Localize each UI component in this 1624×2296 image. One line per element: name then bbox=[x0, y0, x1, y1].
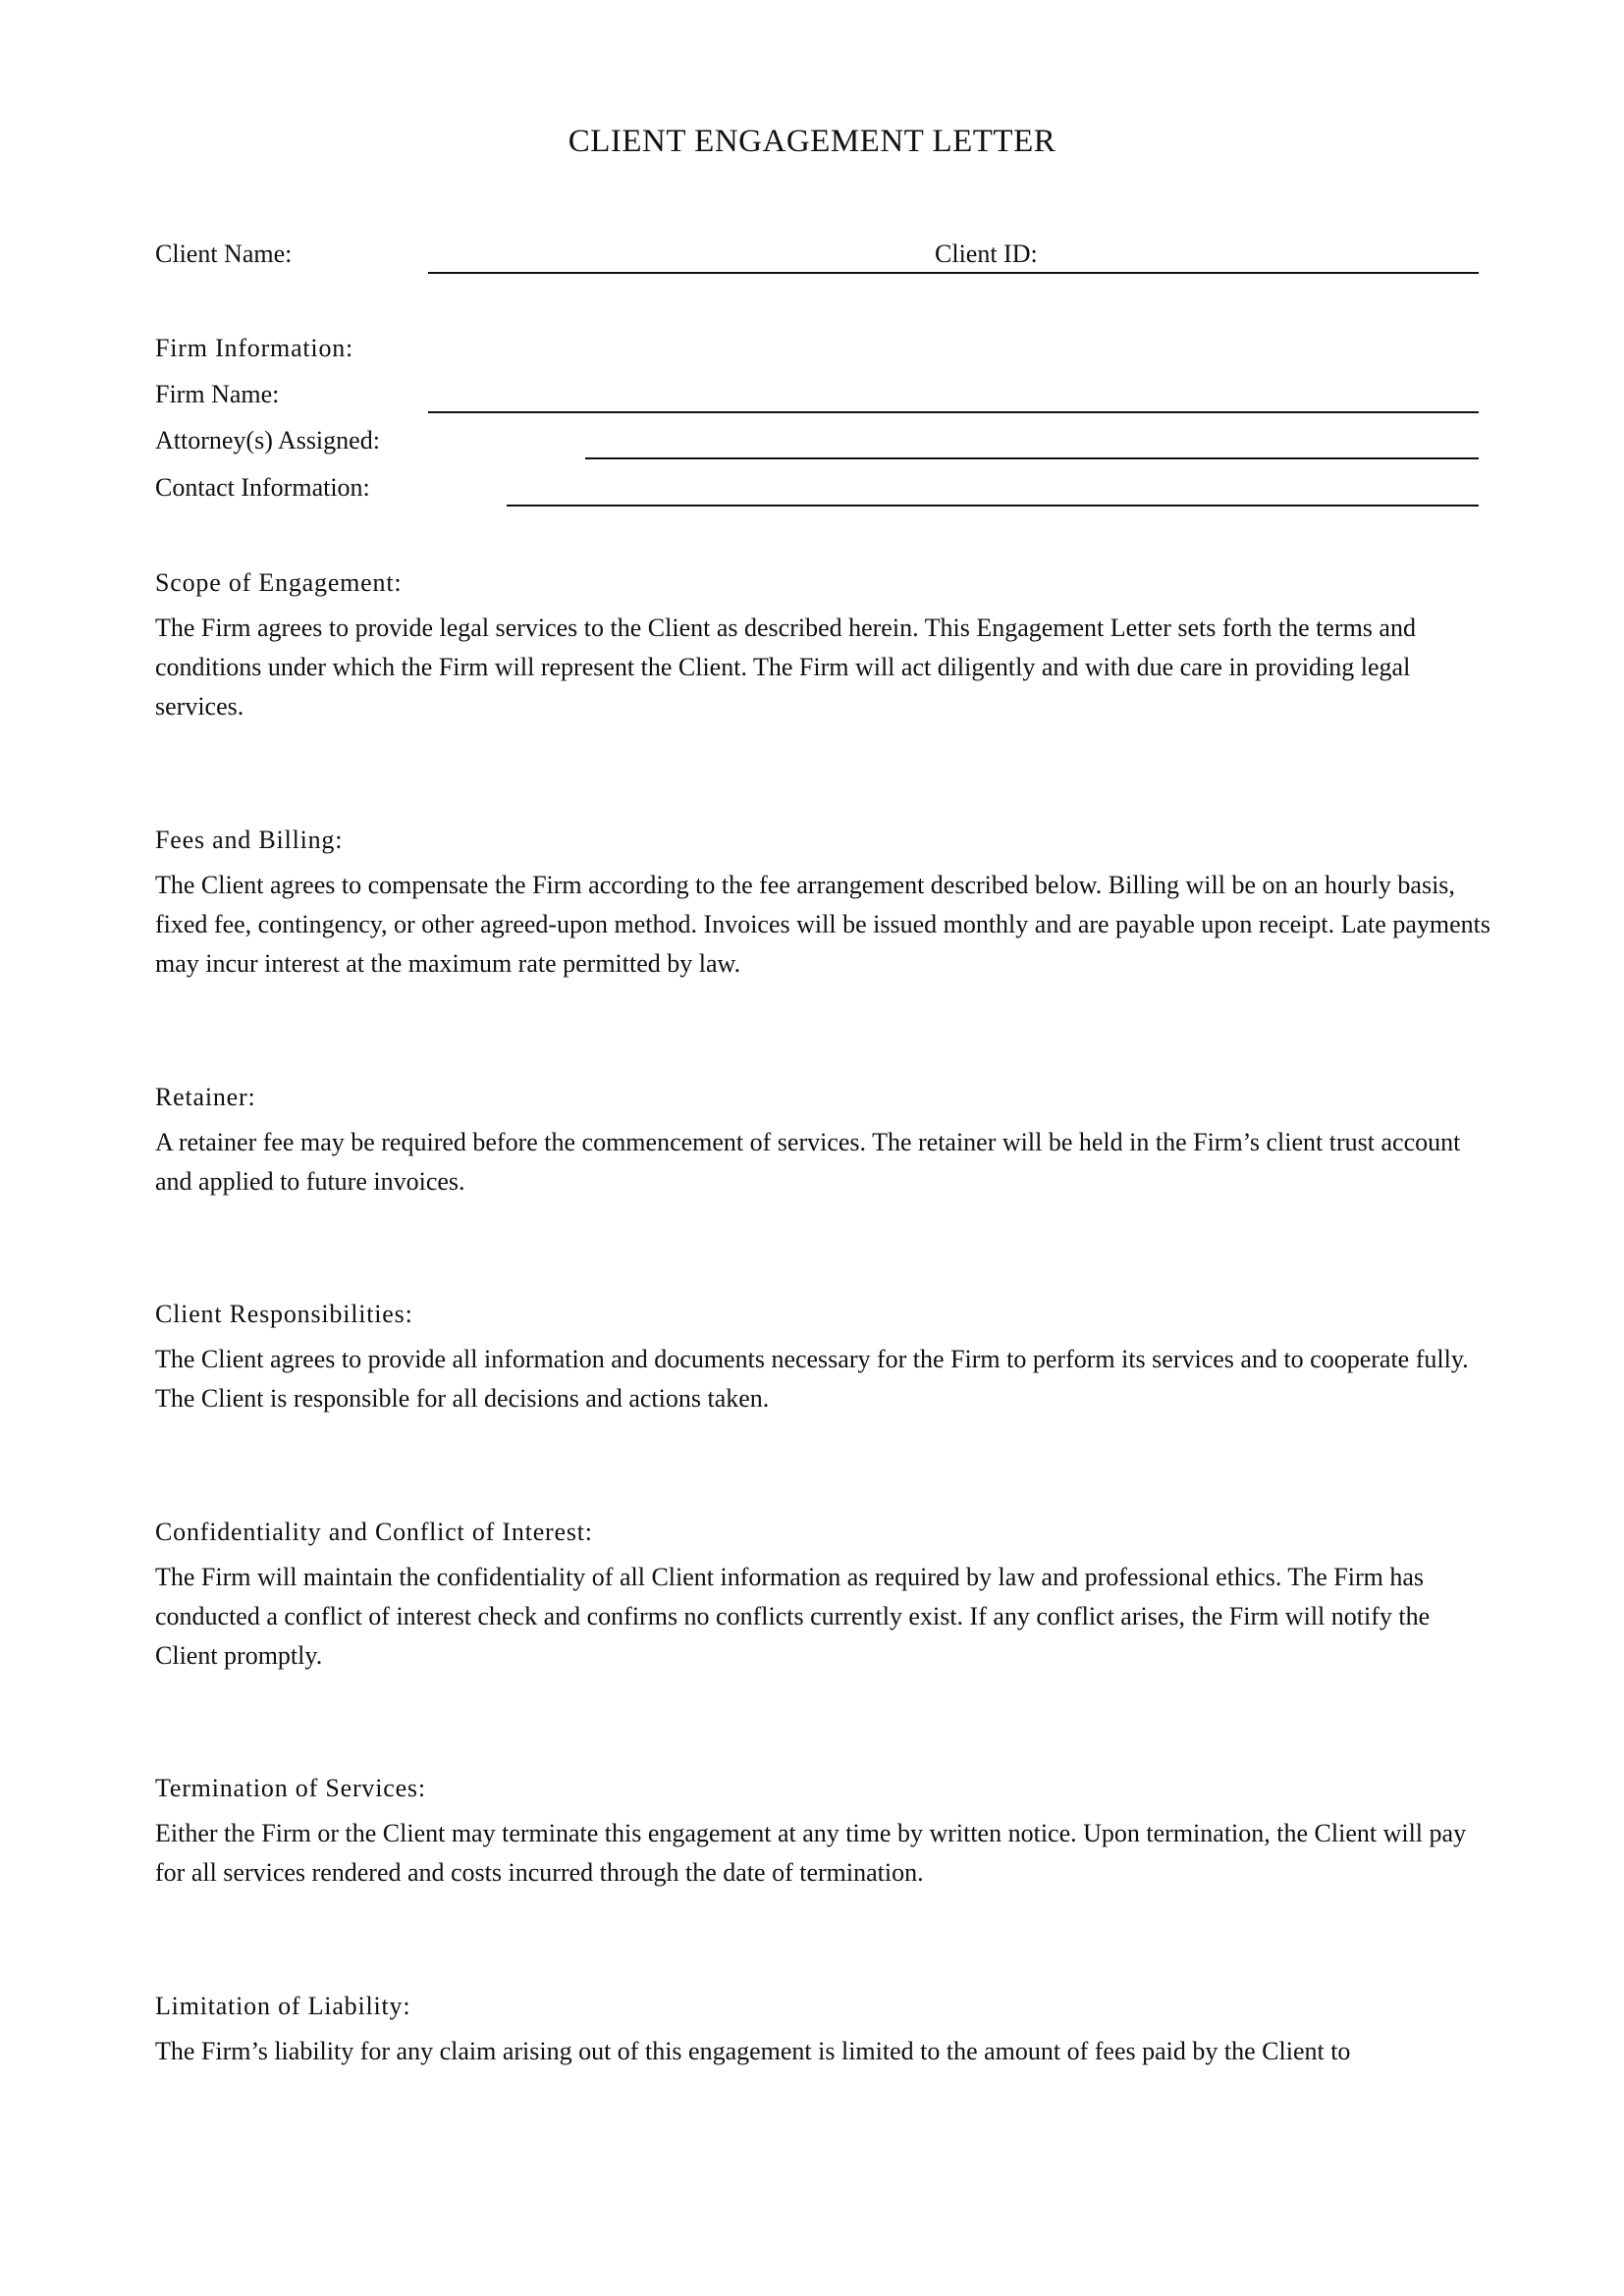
section-body-fees: The Client agrees to compensate the Firm according to the fee arrangement described below. Billing will be on an hourly basis, fixed fee, contingency, or other agreed-upon method. Invoices will be issued monthly and are payable upon receipt. Late payments may incur interest at the maximum rate permitted by law. bbox=[155, 871, 1490, 978]
attorneys-assigned-line[interactable] bbox=[585, 457, 1479, 459]
section-body-scope: The Firm agrees to provide legal services to the Client as described herein. This Engagement Letter sets forth the terms and conditions under which the Firm will represent the Client. The Firm will act diligently and with due care in providing legal services. bbox=[155, 614, 1416, 721]
contact-information-line[interactable] bbox=[507, 505, 1479, 507]
firm-name-line[interactable] bbox=[428, 411, 1479, 413]
contact-information-label: Contact Information: bbox=[155, 473, 370, 502]
section-body-responsibilities: The Client agrees to provide all information and documents necessary for the Firm to perform its services and to cooperate fully. The Client is responsible for all decisions and actions taken. bbox=[155, 1345, 1469, 1413]
attorneys-assigned-label: Attorney(s) Assigned: bbox=[155, 426, 380, 454]
document-title: CLIENT ENGAGEMENT LETTER bbox=[568, 124, 1056, 159]
section-heading-fees: Fees and Billing: bbox=[155, 826, 344, 854]
section-heading-confidentiality: Confidentiality and Conflict of Interest: bbox=[155, 1518, 593, 1546]
section-heading-termination: Termination of Services: bbox=[155, 1774, 426, 1802]
client-name-line[interactable] bbox=[428, 272, 1479, 274]
client-name-label: Client Name: bbox=[155, 240, 293, 268]
section-heading-responsibilities: Client Responsibilities: bbox=[155, 1300, 413, 1328]
firm-name-label: Firm Name: bbox=[155, 380, 280, 408]
client-id-label: Client ID: bbox=[935, 240, 1038, 268]
section-heading-retainer: Retainer: bbox=[155, 1083, 256, 1111]
section-body-retainer: A retainer fee may be required before the commencement of services. The retainer will be held in the Firm’s client trust account and applied to future invoices. bbox=[155, 1128, 1461, 1196]
firm-information-heading: Firm Information: bbox=[155, 334, 354, 362]
section-body-liability: The Firm’s liability for any claim arising out of this engagement is limited to the amount of fees paid by the Client to bbox=[155, 2037, 1351, 2065]
section-heading-scope: Scope of Engagement: bbox=[155, 568, 403, 597]
section-body-termination: Either the Firm or the Client may terminate this engagement at any time by written notice. Upon termination, the Client will pay for all services rendered and costs incurred through the date of termination. bbox=[155, 1819, 1467, 1887]
section-body-confidentiality: The Firm will maintain the confidentiality of all Client information as required by law and professional ethics. The Firm has conducted a conflict of interest check and confirms no conflicts currently exist. If any conflict arises, the Firm will notify the Client promptly. bbox=[155, 1563, 1431, 1670]
section-heading-liability: Limitation of Liability: bbox=[155, 1992, 411, 2020]
